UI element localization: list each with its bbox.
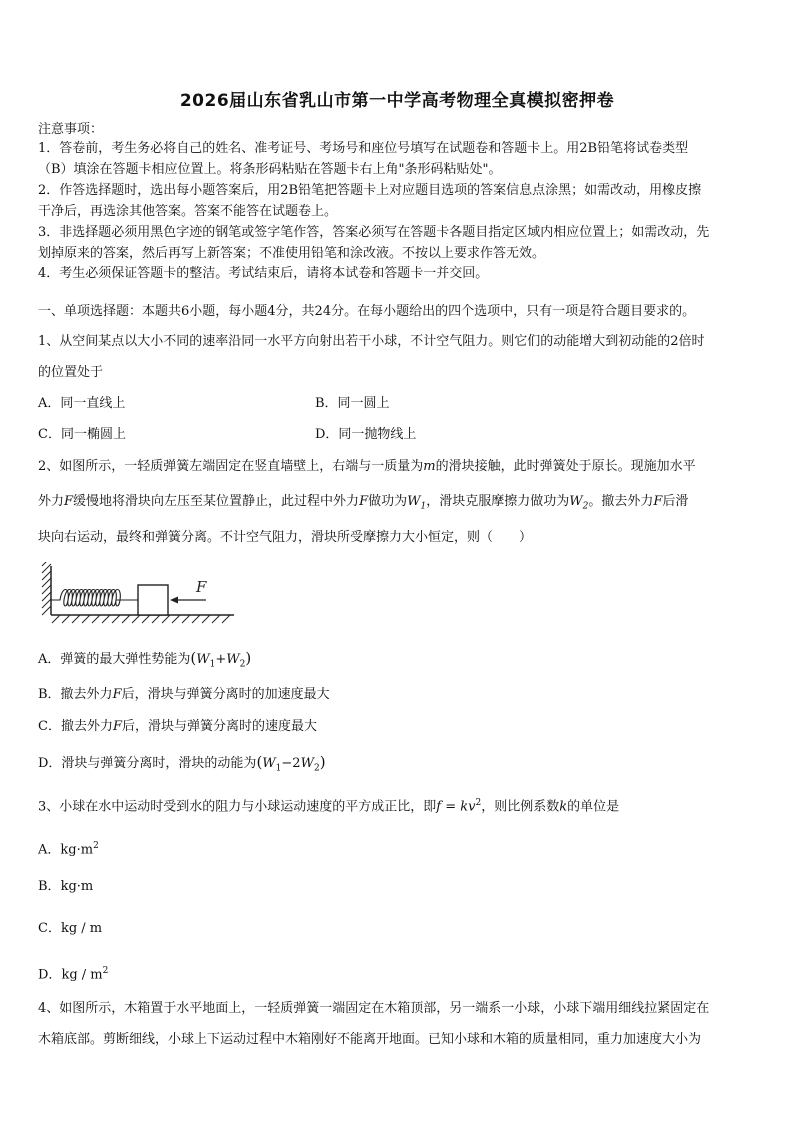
q2-var-w2 xyxy=(569,494,589,512)
q2-option-a-text: A．弹簧的最大弹性势能为 xyxy=(38,652,191,667)
q3-exponent: 2 xyxy=(475,798,482,808)
q2-text-5: 做功为 xyxy=(368,494,408,509)
q2-option-c-text-1: C．撤去外力 xyxy=(38,719,113,734)
q3-d-label: D． xyxy=(38,967,62,983)
q3-stem xyxy=(38,793,760,817)
q2-a-w2: W xyxy=(226,652,240,667)
q2-text-3: 外力 xyxy=(38,494,65,509)
q2-w2-sub: 2 xyxy=(582,501,589,512)
q2-a-sub2: 2 xyxy=(239,659,246,670)
q3-option-b xyxy=(38,877,93,897)
q3-option-c xyxy=(38,919,102,939)
notice-item-2-line-1: 2．作答选择题时，选出每小题答案后，用2B铅笔把答题卡上对应题目选项的答案信息点涂黑；如需改动，用橡皮擦 xyxy=(38,183,702,198)
q2-d-minus: −2 xyxy=(281,756,301,771)
notice-item-3-line-2: 划掉原来的答案，然后再写上新答案；不准使用铅笔和涂改液。不按以上要求作答无效。 xyxy=(38,246,546,261)
q2-var-m: m xyxy=(423,459,436,474)
q2-text-1: 2、如图所示，一轻质弹簧左端固定在竖直墙壁上，右端与一质量为 xyxy=(38,459,424,474)
q3-b-label: B． xyxy=(38,879,61,894)
spring-block-figure xyxy=(38,562,238,624)
q2-text-7: 。撤去外力 xyxy=(588,494,654,509)
notice-item-2-line-2: 干净后，再选涂其他答案。答案不能答在试题卷上。 xyxy=(38,204,338,219)
q2-var-F-2: F xyxy=(359,494,369,509)
q2-option-d xyxy=(38,752,760,779)
q2-a-sub1: 1 xyxy=(209,659,216,670)
notice-heading: 注意事项： xyxy=(38,122,104,137)
floor-hatching xyxy=(52,615,230,623)
q2-d-w1: W xyxy=(262,756,276,771)
q2-option-a xyxy=(38,648,760,675)
q1-option-b: B．同一圆上 xyxy=(315,396,390,411)
q2-d-sub1: 1 xyxy=(275,763,282,774)
q3-c-label: C． xyxy=(38,921,61,936)
notice-item-1-line-2: （B）填涂在答题卡相应位置上。将条形码粘贴在答题卡右上角"条形码粘贴处"。 xyxy=(38,162,502,177)
q3-d-unit: kg / m xyxy=(61,967,103,983)
q2-var-F-3: F xyxy=(653,494,663,509)
q2-option-c-text-2: 后，滑块与弹簧分离时的速度最大 xyxy=(121,719,317,734)
q4-stem-line-1: 4、如图所示，木箱置于水平地面上，一轻质弹簧一端固定在木箱顶部，另一端系一小球，小球下端用细线拉紧固定在 xyxy=(38,1001,710,1016)
q1-stem-line-2: 的位置处于 xyxy=(38,365,104,380)
q2-a-plus: + xyxy=(215,652,227,667)
q2-w1-letter: W xyxy=(407,494,421,509)
q3-a-unit: kg·m xyxy=(60,842,94,858)
q2-text-4: 缓慢地将滑块向左压至某位置静止，此过程中外力 xyxy=(73,494,360,509)
q2-text-2: 的滑块接触，此时弹簧处于原长。现施加水平 xyxy=(435,459,696,474)
q2-option-b xyxy=(38,685,760,705)
q3-text-1: 3、小球在水中运动时受到水的阻力与小球运动速度的平方成正比，即 xyxy=(38,799,437,815)
q3-kv: kv xyxy=(460,799,476,815)
q4-stem-line-2: 木箱底部。剪断细线，小球上下运动过程中木箱刚好不能离开地面。已知小球和木箱的质量相同，重力加速度大小为 xyxy=(38,1032,702,1047)
section-heading: 一、单项选择题：本题共6小题，每小题4分，共24分。在每小题给出的四个选项中，只有一项是符合题目要求的。 xyxy=(38,304,696,319)
q2-d-w2: W xyxy=(300,756,314,771)
spring xyxy=(51,590,138,607)
exam-title: 2026届山东省乳山市第一中学高考物理全真模拟密押卷 xyxy=(179,91,615,111)
q3-c-unit: kg / m xyxy=(60,921,103,936)
notice-item-3-line-1: 3．非选择题必须用黑色字迹的钢笔或签字笔作答，答案必须写在答题卡各题目指定区域内相应位置上；如需改动，先 xyxy=(38,225,710,240)
q1-option-a: A．同一直线上 xyxy=(38,396,126,411)
q3-a-exp: 2 xyxy=(93,841,99,851)
sliding-block xyxy=(138,585,168,615)
notice-item-4: 4．考生必须保证答题卡的整洁。考试结束后，请将本试卷和答题卡一并交回。 xyxy=(38,266,489,281)
q3-equals: = xyxy=(441,799,461,815)
q2-var-F-1: F xyxy=(64,494,74,509)
q2-option-c xyxy=(38,717,760,737)
q2-d-sub2: 2 xyxy=(313,763,320,774)
q2-var-w1 xyxy=(407,494,427,512)
q3-f: f xyxy=(436,799,442,815)
q2-stem-line-1 xyxy=(38,457,760,477)
q1-stem-line-1: 1、从空间某点以大小不同的速率沿同一水平方向射出若干小球，不计空气阻力。则它们的动能增大到初动能的2倍时 xyxy=(38,334,705,349)
q3-k: k xyxy=(559,799,568,815)
q3-option-d xyxy=(38,961,108,985)
force-arrow-head xyxy=(170,597,178,604)
q2-a-rparen: ) xyxy=(245,649,252,667)
q3-text-2: ，则比例系数 xyxy=(481,799,560,815)
q1-option-c: C．同一椭圆上 xyxy=(38,427,126,442)
q2-c-F: F xyxy=(112,719,122,734)
q2-b-F: F xyxy=(112,687,122,702)
q2-a-w1: W xyxy=(196,652,210,667)
q3-a-label: A． xyxy=(38,842,61,858)
q2-text-6: ，滑块克服摩擦力做功为 xyxy=(426,494,570,509)
q2-d-rparen: ) xyxy=(319,753,326,771)
q2-option-d-text: D．滑块与弹簧分离时，滑块的动能为 xyxy=(38,756,257,771)
q3-d-exp: 2 xyxy=(102,966,109,976)
q2-text-8: 后滑 xyxy=(662,494,689,509)
q2-option-b-text-1: B．撤去外力 xyxy=(38,687,113,702)
q2-d-lparen: ( xyxy=(256,753,263,771)
q1-option-d: D．同一抛物线上 xyxy=(315,427,417,442)
q2-a-lparen: ( xyxy=(190,649,197,667)
wall-hatching xyxy=(42,562,51,615)
notice-item-1-line-1: 1．答卷前，考生务必将自己的姓名、准考证号、考场号和座位号填写在试题卷和答题卡上。用2B铅笔将试卷类型 xyxy=(38,141,689,156)
q2-w2-letter: W xyxy=(569,494,583,509)
q2-stem-line-3: 块向右运动，最终和弹簧分离。不计空气阻力，滑块所受摩擦力大小恒定，则（ ） xyxy=(38,530,533,545)
q3-option-a xyxy=(38,836,99,860)
q2-stem-line-2 xyxy=(38,492,760,517)
q2-w1-sub: 1 xyxy=(420,501,427,512)
q3-text-3: 的单位是 xyxy=(567,799,620,815)
force-label: F xyxy=(196,578,207,596)
q3-b-unit: kg·m xyxy=(60,879,94,894)
q2-option-b-text-2: 后，滑块与弹簧分离时的加速度最大 xyxy=(121,687,330,702)
